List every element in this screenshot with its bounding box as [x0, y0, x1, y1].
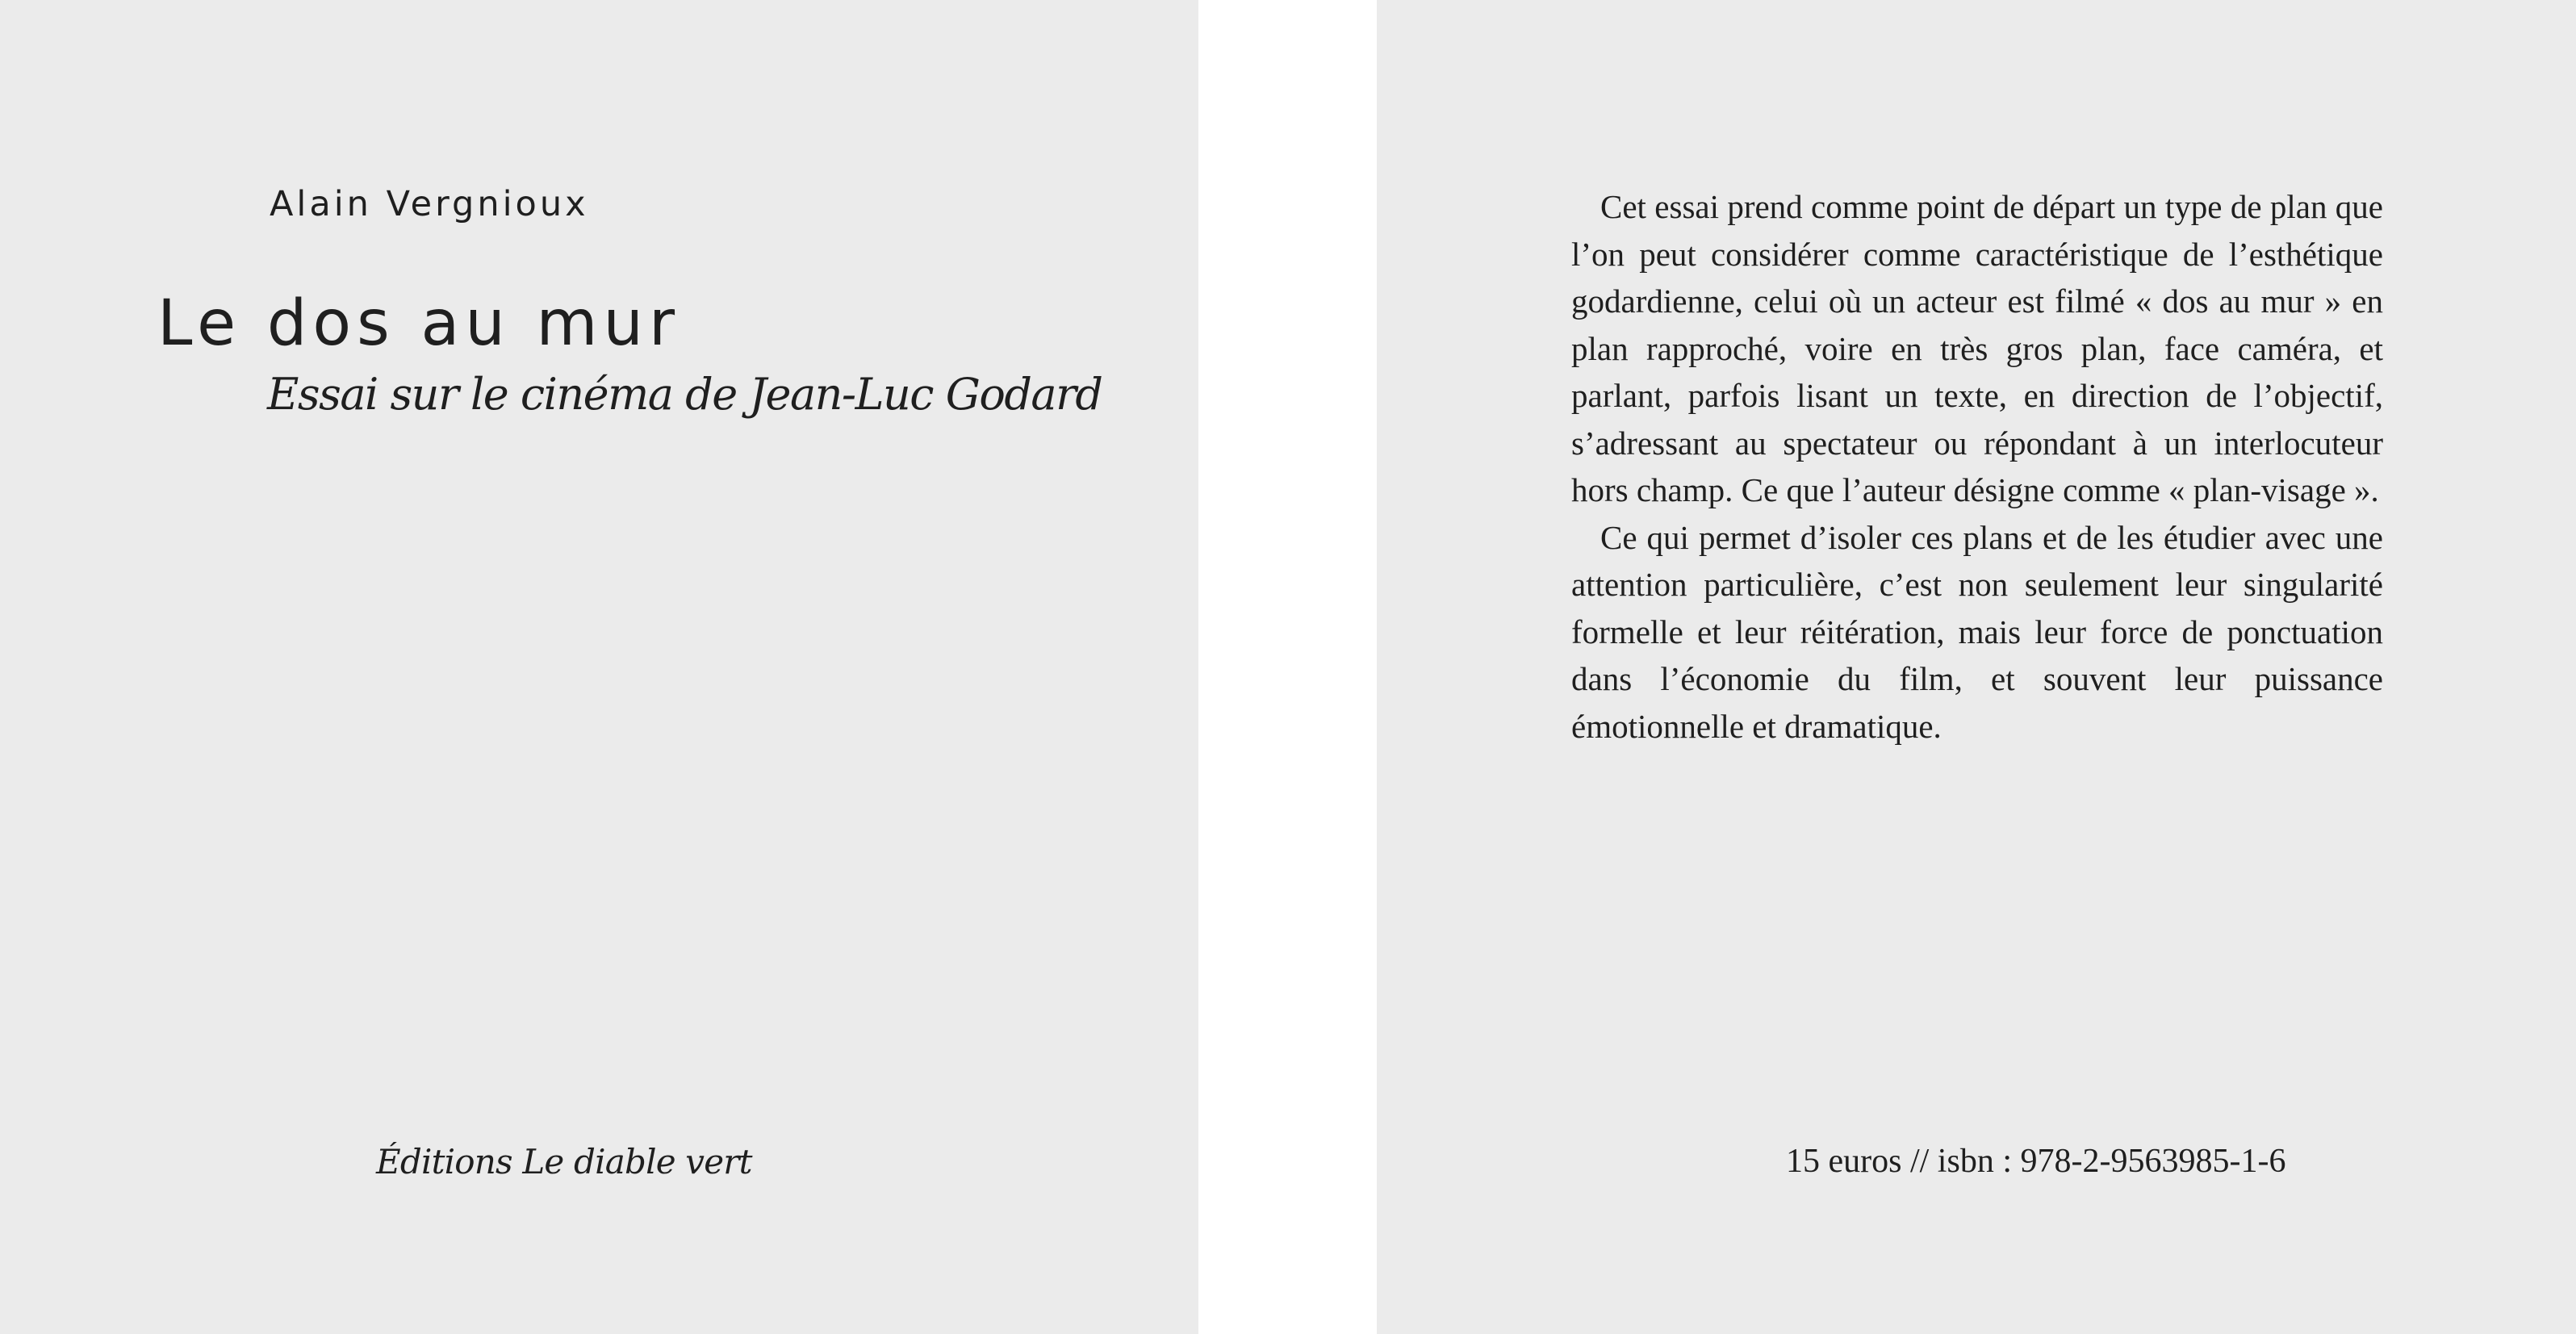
blurb-paragraph-2: Ce qui permet d’isoler ces plans et de les étudier avec une attention particulière, c’est non seulement leur singularité formelle et leur réitération, mais leur force de ponctuation dans l’économie du film, et souvent leur puissance émotionnelle et dramatique. — [1571, 518, 2383, 745]
back-cover-blurb — [1571, 183, 2383, 750]
front-cover — [0, 0, 1198, 1334]
back-cover — [1377, 0, 2576, 1334]
book-title: Le dos au mur — [157, 287, 681, 360]
author-name: Alain Vergnioux — [270, 184, 589, 224]
book-subtitle: Essai sur le cinéma de Jean-Luc Godard — [267, 369, 1102, 420]
publisher-name: Éditions Le diable vert — [376, 1142, 752, 1181]
blurb-paragraph-1: Cet essai prend comme point de départ un type de plan que l’on peut considérer comme caractéristique de l’esthétique godardienne, celui où un acteur est filmé « dos au mur » en plan rapproché, voire en très gros plan, face caméra, et parlant, parfois lisant un texte, en direction de l’objectif, s’adressant au spectateur ou répondant à un interlocuteur hors champ. Ce que l’auteur désigne comme « plan-visage ». — [1571, 188, 2383, 508]
price-isbn-line: 15 euros // isbn : 978-2-9563985-1-6 — [1786, 1143, 2286, 1180]
